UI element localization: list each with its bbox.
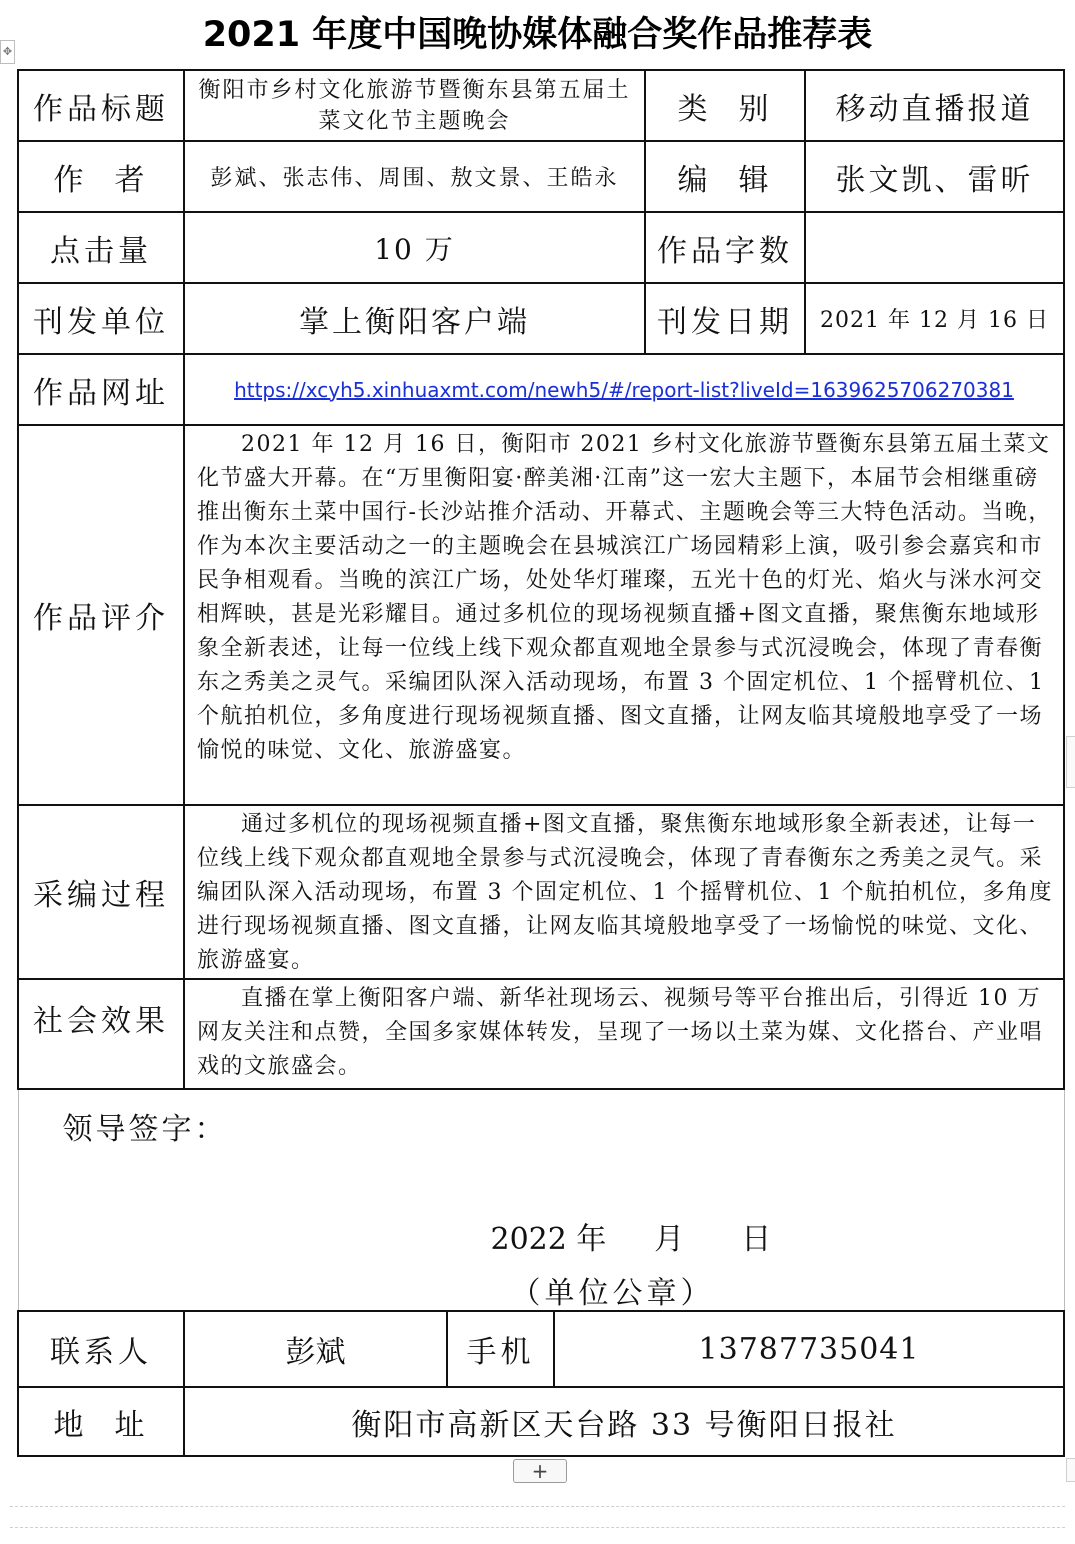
page-boundary-line (10, 1506, 1065, 1507)
side-scroll-tab[interactable] (1066, 736, 1075, 788)
table-row (18, 1311, 1064, 1387)
work-url-link[interactable]: https://xcyh5.xinhuaxmt.com/newh5/#/report-list?liveId=1639625706270381 (234, 377, 1014, 402)
publish-date-label: 刊发日期 (645, 283, 805, 354)
address-value[interactable]: 衡阳市高新区天台路 33 号衡阳日报社 (184, 1387, 1064, 1456)
table-row (18, 283, 1064, 354)
category-value[interactable]: 移动直播报道 (805, 70, 1064, 141)
category-label: 类 别 (645, 70, 805, 141)
phone-label: 手机 (447, 1311, 554, 1387)
contact-table (17, 1310, 1065, 1457)
publish-date-value[interactable]: 2021 年 12 月 16 日 (805, 283, 1064, 354)
publisher-value[interactable]: 掌上衡阳客户端 (184, 283, 645, 354)
add-row-button[interactable] (513, 1459, 567, 1483)
publisher-label: 刊发单位 (18, 283, 184, 354)
editor-label: 编 辑 (645, 141, 805, 212)
contact-value[interactable]: 彭斌 (184, 1311, 447, 1387)
signature-label: 领导签字： (62, 1112, 228, 1147)
author-value[interactable]: 彭斌、张志伟、周围、敖文景、王皓永 (184, 141, 645, 212)
wordcount-label: 作品字数 (645, 212, 805, 283)
table-row (18, 354, 1064, 425)
editor-value[interactable]: 张文凯、雷昕 (805, 141, 1064, 212)
table-row (18, 425, 1064, 805)
process-text[interactable]: 通过多机位的现场视频直播+图文直播，聚焦衡东地域形象全新表述，让每一位线上线下观众都直观地全景参与式沉浸晚会，体现了青春衡东之秀美之灵气。采编团队深入活动现场，布置 3 个固定机位、1 个摇臂机位、1 个航拍机位，多角度进行现场视频直播、图文直播，让网友临其境般地享受了一场愉悦的味觉、文化、旅游盛宴。 (184, 805, 1064, 979)
page-title: 2021 年度中国晚协媒体融合奖作品推荐表 (202, 15, 873, 55)
url-cell (184, 354, 1064, 425)
plus-icon: + (531, 1459, 549, 1483)
effect-label: 社会效果 (18, 979, 184, 1089)
signature-date: 2022 年 月 日 (490, 1222, 772, 1257)
address-label: 地 址 (18, 1387, 184, 1456)
table-row (18, 70, 1064, 141)
wordcount-value[interactable] (805, 212, 1064, 283)
contact-label: 联系人 (18, 1311, 184, 1387)
table-row (18, 141, 1064, 212)
clicks-value[interactable]: 10 万 (184, 212, 645, 283)
recommendation-table (17, 69, 1065, 1311)
table-row (18, 979, 1064, 1089)
signature-cell[interactable] (18, 1089, 1064, 1311)
clicks-label: 点击量 (18, 212, 184, 283)
effect-text[interactable]: 直播在掌上衡阳客户端、新华社现场云、视频号等平台推出后，引得近 10 万网友关注和点赞，全国多家媒体转发，呈现了一场以土菜为媒、文化搭台、产业唱戏的文旅盛会。 (184, 979, 1064, 1089)
process-label: 采编过程 (18, 805, 184, 979)
unit-seal-label: （单位公章） (510, 1276, 715, 1311)
phone-value[interactable]: 13787735041 (554, 1311, 1064, 1387)
url-label: 作品网址 (18, 354, 184, 425)
table-row (18, 1089, 1064, 1311)
table-row (18, 212, 1064, 283)
review-label: 作品评介 (18, 425, 184, 805)
move-icon: ✥ (2, 45, 13, 58)
table-row (18, 805, 1064, 979)
author-label: 作 者 (18, 141, 184, 212)
page-boundary-line (10, 1527, 1065, 1528)
side-scroll-tab[interactable] (1066, 1458, 1075, 1482)
work-title-label: 作品标题 (18, 70, 184, 141)
table-row (18, 1387, 1064, 1456)
work-title-value[interactable]: 衡阳市乡村文化旅游节暨衡东县第五届土菜文化节主题晚会 (184, 70, 645, 141)
review-text[interactable]: 2021 年 12 月 16 日，衡阳市 2021 乡村文化旅游节暨衡东县第五届土菜文化节盛大开幕。在“万里衡阳宴·醉美湘·江南”这一宏大主题下，本届节会相继重磅推出衡东土菜中国行-长沙站推介活动、开幕式、主题晚会等三大特色活动。当晚，作为本次主要活动之一的主题晚会在县城滨江广场园精彩上演，吸引参会嘉宾和市民争相观看。当晚的滨江广场，处处华灯璀璨，五光十色的灯光、焰火与洣水河交相辉映，甚是光彩耀目。通过多机位的现场视频直播+图文直播，聚焦衡东地域形象全新表述，让每一位线上线下观众都直观地全景参与式沉浸晚会，体现了青春衡东之秀美之灵气。采编团队深入活动现场，布置 3 个固定机位、1 个摇臂机位、1 个航拍机位，多角度进行现场视频直播、图文直播，让网友临其境般地享受了一场愉悦的味觉、文化、旅游盛宴。 (184, 425, 1064, 805)
